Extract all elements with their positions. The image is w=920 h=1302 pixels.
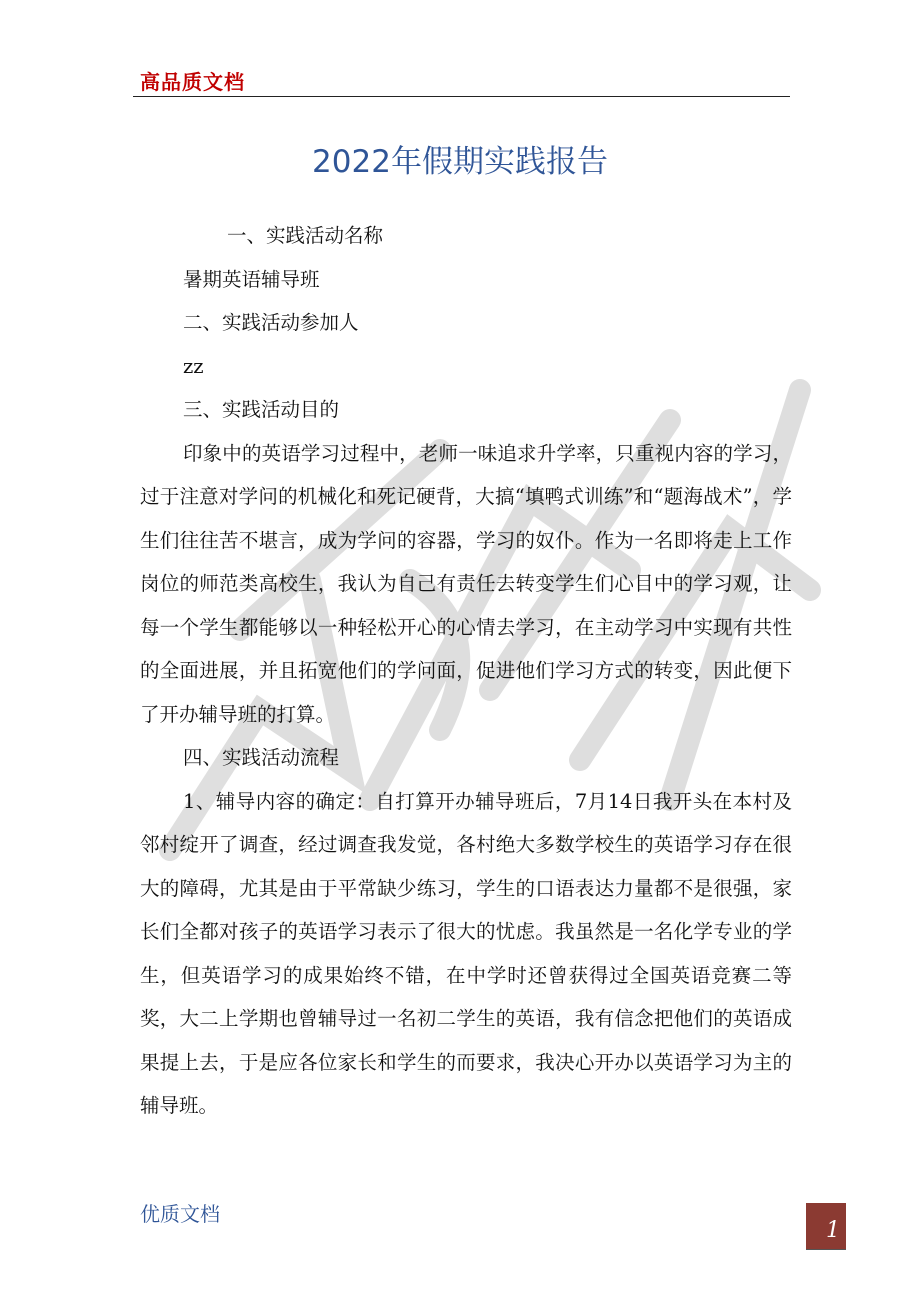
section-text-2: zz	[183, 354, 204, 378]
page-number-badge: 1	[806, 1203, 846, 1249]
section-paragraph-4: 1、辅导内容的确定：自打算开办辅导班后，7月14日我开头在本村及邻村绽开了调查，经过调查我发觉，各村绝大多数学校生的英语学习存在很大的障碍，尤其是由于平常缺少练习，学生的口语表达力量都不是很强，家长们全都对孩子的英语学习表示了很大的忧虑。我虽然是一名化学专业的学生，但英语学习的成果始终不错，在中学时还曾获得过全国英语竞赛二等奖，大二上学期也曾辅导过一名初二学生的英语，我有信念把他们的英语成果提上去，于是应各位家长和学生的而要求，我决心开办以英语学习为主的辅导班。	[140, 789, 792, 1117]
section-heading-1: 一、实践活动名称	[227, 224, 384, 247]
header-brand: 高品质文档	[140, 70, 245, 94]
section-heading-4: 四、实践活动流程	[183, 746, 340, 769]
page-number-underline	[806, 1249, 846, 1250]
document-title: 2022年假期实践报告	[312, 144, 608, 180]
footer-brand: 优质文档	[140, 1202, 220, 1226]
document-body	[140, 214, 792, 1128]
section-text-1: 暑期英语辅导班	[183, 267, 320, 291]
section-paragraph-3: 印象中的英语学习过程中，老师一味追求升学率，只重视内容的学习，过于注意对学问的机械化和死记硬背，大搞“填鸭式训练”和“题海战术”，学生们往往苦不堪言，成为学问的容器，学习的奴仆。作为一名即将走上工作岗位的师范类高校生，我认为自己有责任去转变学生们心目中的学习观，让每一个学生都能够以一种轻松开心的心情去学习，在主动学习中实现有共性的全面进展，并且拓宽他们的学问面，促进他们学习方式的转变，因此便下了开办辅导班的打算。	[140, 441, 792, 726]
section-heading-3: 三、实践活动目的	[183, 398, 340, 421]
section-heading-2: 二、实践活动参加人	[183, 311, 359, 334]
header-divider	[133, 96, 790, 97]
